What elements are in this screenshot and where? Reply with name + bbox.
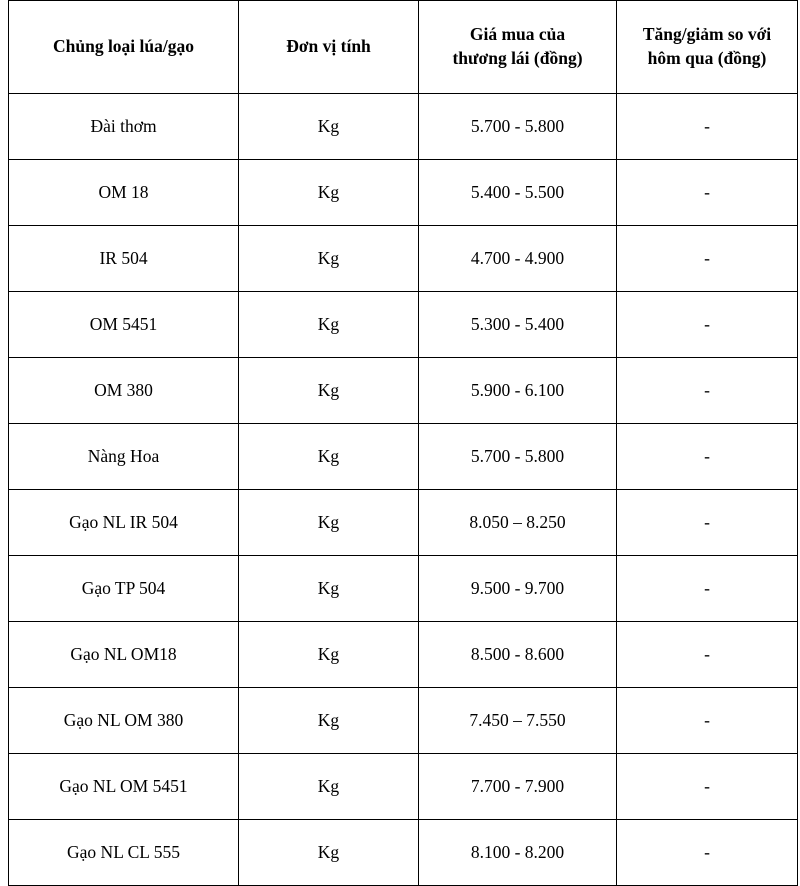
cell-unit: Kg [239,754,419,820]
cell-price: 5.300 - 5.400 [419,292,617,358]
cell-type: Gạo TP 504 [9,556,239,622]
table-header-row [9,1,798,94]
cell-price: 7.700 - 7.900 [419,754,617,820]
column-header-unit [239,1,419,94]
table-row [9,754,798,820]
cell-price: 5.700 - 5.800 [419,94,617,160]
column-header-change [617,1,798,94]
cell-unit: Kg [239,556,419,622]
column-header-price [419,1,617,94]
cell-unit: Kg [239,820,419,886]
cell-type: IR 504 [9,226,239,292]
cell-change: - [617,94,798,160]
table-row [9,622,798,688]
column-header-price-line1: Giá mua của [469,24,566,45]
column-header-type [9,1,239,94]
table-row [9,160,798,226]
table-row [9,490,798,556]
cell-price: 8.100 - 8.200 [419,820,617,886]
cell-change: - [617,556,798,622]
cell-price: 5.400 - 5.500 [419,160,617,226]
cell-unit: Kg [239,424,419,490]
cell-change: - [617,424,798,490]
table-row [9,94,798,160]
cell-change: - [617,490,798,556]
column-header-change-line1: Tăng/giảm so với [642,24,772,45]
cell-type: Gạo NL IR 504 [9,490,239,556]
cell-price: 7.450 – 7.550 [419,688,617,754]
table-row [9,688,798,754]
cell-type: Đài thơm [9,94,239,160]
cell-unit: Kg [239,358,419,424]
cell-unit: Kg [239,160,419,226]
table-row [9,226,798,292]
cell-change: - [617,160,798,226]
cell-unit: Kg [239,490,419,556]
column-header-type-line1: Chủng loại lúa/gạo [52,36,195,57]
cell-change: - [617,358,798,424]
table-row [9,292,798,358]
cell-type: OM 5451 [9,292,239,358]
cell-type: OM 380 [9,358,239,424]
cell-price: 4.700 - 4.900 [419,226,617,292]
cell-change: - [617,622,798,688]
table-row [9,358,798,424]
cell-price: 8.050 – 8.250 [419,490,617,556]
column-header-unit-line1: Đơn vị tính [286,36,371,57]
cell-type: Gạo NL CL 555 [9,820,239,886]
table-row [9,424,798,490]
rice-price-table [8,0,798,886]
table-row [9,556,798,622]
cell-price: 5.900 - 6.100 [419,358,617,424]
cell-change: - [617,688,798,754]
cell-type: Gạo NL OM 5451 [9,754,239,820]
column-header-change-line2: hôm qua (đồng) [647,48,767,68]
table-body [9,94,798,886]
cell-type: Gạo NL OM 380 [9,688,239,754]
cell-type: Gạo NL OM18 [9,622,239,688]
cell-price: 5.700 - 5.800 [419,424,617,490]
cell-unit: Kg [239,622,419,688]
cell-change: - [617,754,798,820]
cell-unit: Kg [239,688,419,754]
cell-unit: Kg [239,292,419,358]
cell-type: OM 18 [9,160,239,226]
cell-unit: Kg [239,94,419,160]
cell-change: - [617,226,798,292]
table-row [9,820,798,886]
table-header [9,1,798,94]
cell-unit: Kg [239,226,419,292]
cell-type: Nàng Hoa [9,424,239,490]
column-header-price-line2: thương lái (đồng) [452,48,583,68]
cell-price: 9.500 - 9.700 [419,556,617,622]
cell-change: - [617,292,798,358]
cell-price: 8.500 - 8.600 [419,622,617,688]
cell-change: - [617,820,798,886]
